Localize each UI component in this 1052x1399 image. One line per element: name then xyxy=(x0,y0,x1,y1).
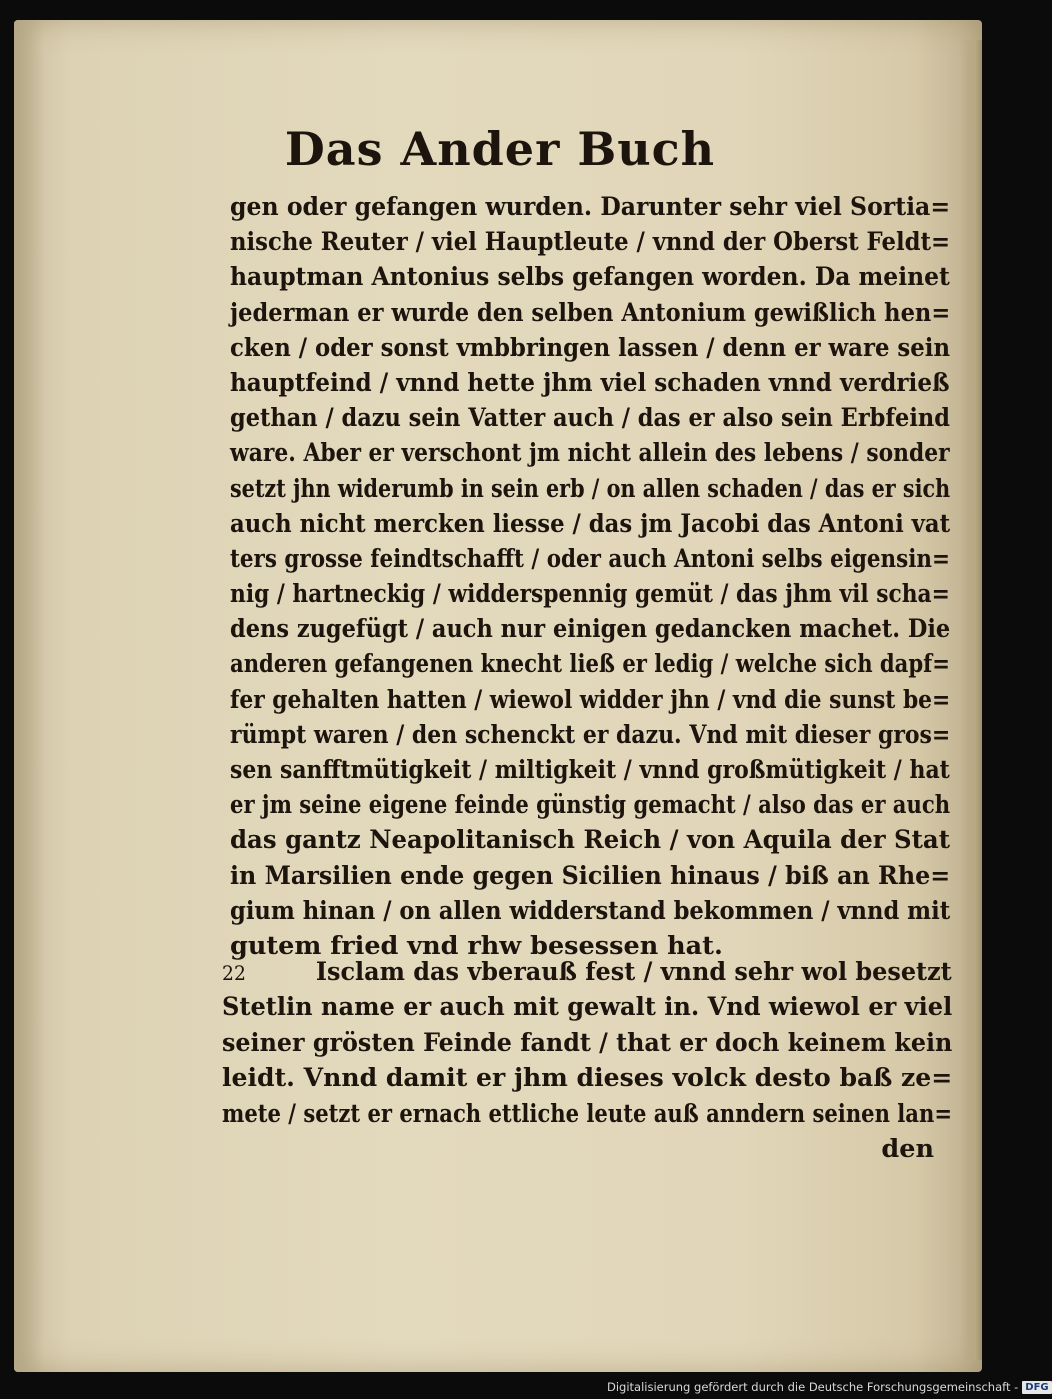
text-line: er jm seine eigene feinde günstig gemacht / also das er auch xyxy=(230,790,951,821)
text-line: nische Reuter / viel Hauptleute / vnnd der Oberst Feldt= xyxy=(230,227,951,258)
text-line: setzt jhn widerumb in sein erb / on allen schaden / das er sich xyxy=(230,473,951,504)
page-edge xyxy=(960,40,982,1360)
text-line: dens zugefügt / auch nur einigen gedancken machet. Die xyxy=(230,614,951,645)
text-line: in Marsilien ende gegen Sicilien hinaus / biß an Rhe= xyxy=(230,860,951,891)
text-line: nig / hartneckig / widderspennig gemüt / das jhm vil scha= xyxy=(230,579,950,610)
paragraph-2-first-line: Isclam das vberauß fest / vnnd sehr wol besetzt xyxy=(315,957,952,987)
text-line: gium hinan / on allen widderstand bekommen / vnnd mit xyxy=(230,895,951,926)
text-line: gen oder gefangen wurden. Darunter sehr viel Sortia= xyxy=(230,192,951,222)
text-line: das gantz Neapolitanisch Reich / von Aquila der Stat xyxy=(230,825,950,856)
text-line: Stetlin name er auch mit gewalt in. Vnd wiewol er viel xyxy=(222,992,953,1023)
text-line: fer gehalten hatten / wiewol widder jhn / vnd die sunst be= xyxy=(230,684,951,715)
text-line: auch nicht mercken liesse / das jm Jacobi das Antoni vat xyxy=(230,508,951,539)
text-line: hauptman Antonius selbs gefangen worden. Da meinet xyxy=(230,262,950,293)
catchword: den xyxy=(881,1133,934,1164)
text-line: ware. Aber er verschont jm nicht allein des lebens / sonder xyxy=(230,438,950,469)
text-line: rümpt waren / den schenckt er dazu. Vnd mit dieser gros= xyxy=(230,719,951,750)
dfg-logo: DFG xyxy=(1022,1381,1051,1394)
text-line: ters grosse feindtschafft / oder auch Antoni selbs eigensin= xyxy=(230,543,950,574)
page-heading: Das Ander Buch xyxy=(284,122,716,176)
text-line: gethan / dazu sein Vatter auch / das er also sein Erbfeind xyxy=(230,403,950,434)
text-line: anderen gefangenen knecht ließ er ledig / welche sich dapf= xyxy=(230,649,950,680)
text-line: sen sanfftmütigkeit / miltigkeit / vnnd großmütigkeit / hat xyxy=(230,755,950,785)
text-line: jederman er wurde den selben Antonium gewißlich hen= xyxy=(230,297,951,328)
digitization-credit xyxy=(607,1380,1052,1394)
page-spine-shadow xyxy=(14,20,44,1372)
paragraph-2 xyxy=(222,955,952,1167)
text-line: gutem fried vnd rhw besessen hat. xyxy=(230,930,723,961)
marginal-number: 22 xyxy=(222,961,246,985)
text-line: mete / setzt er ernach ettliche leute auß anndern seinen lan= xyxy=(222,1098,953,1129)
text-line: cken / oder sonst vmbbringen lassen / denn er ware sein xyxy=(230,332,951,363)
text-line: leidt. Vnnd damit er jhm dieses volck desto baß ze= xyxy=(222,1063,953,1094)
text-line: hauptfeind / vnnd hette jhm viel schaden vnnd verdrieß xyxy=(230,367,950,398)
text-line xyxy=(222,955,952,990)
text-line: seiner grösten Feinde fandt / that er doch keinem kein xyxy=(222,1027,953,1058)
paragraph-1 xyxy=(230,190,950,964)
credit-text: Digitalisierung gefördert durch die Deutsche Forschungsgemeinschaft - xyxy=(607,1380,1019,1394)
